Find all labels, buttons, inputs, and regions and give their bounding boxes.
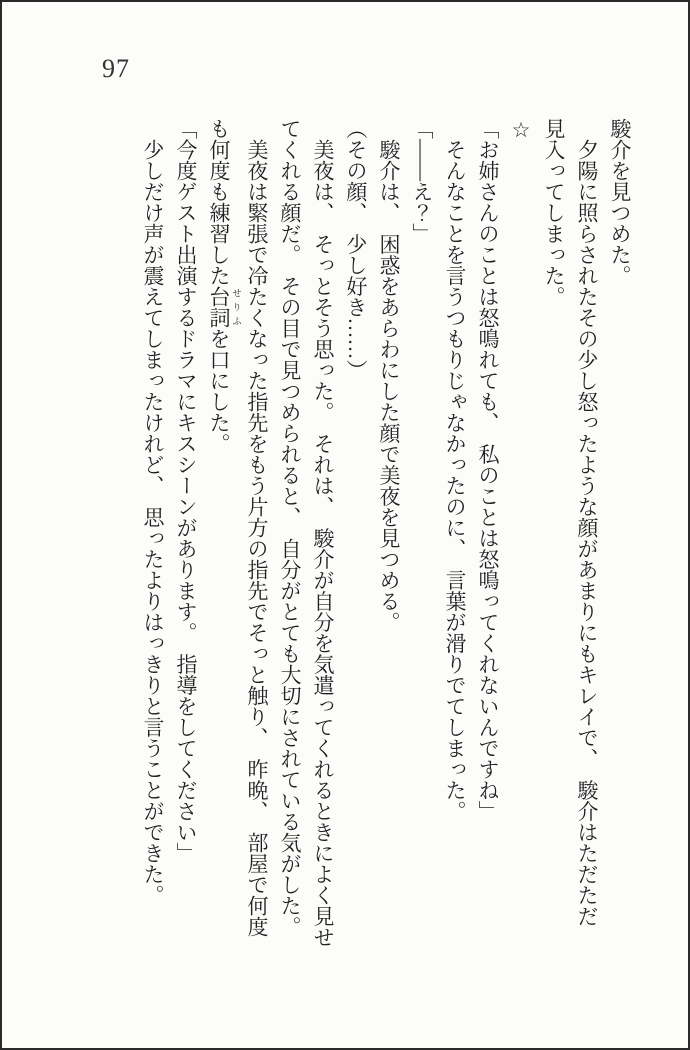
text-line: 「――え？」: [410, 118, 434, 244]
text-line: （その顔、 少し好き……）: [344, 118, 368, 381]
text-line: てくれる顔だ。 その目で見つめられると、 自分がとても大切にされている気がした。: [278, 118, 302, 937]
body-text: [136, 118, 636, 990]
text-line: 美夜は、 そっとそう思った。 それは、 駿介が自分を気遣ってくれるときによく見せ: [311, 118, 335, 948]
ruby-post-text: を口にした。: [207, 328, 231, 454]
ruby-furigana: せりふ: [230, 286, 240, 328]
text-line: 夕陽に照らされたその少し怒ったような顔があまりにもキレイで、 駿介はただただ: [575, 118, 599, 927]
page-number: 97: [102, 54, 130, 83]
section-break-star: ☆: [509, 118, 533, 142]
text-line: 少しだけ声が震えてしまったけれど、 思ったよりはっきりと言うことができた。: [141, 118, 165, 906]
ruby-word: [207, 286, 240, 328]
text-line: 見入ってしまった。: [542, 118, 566, 307]
ruby-pre-text: も何度も練習した: [207, 118, 231, 286]
text-line: 「今度ゲスト出演するドラマにキスシーンがあります。 指導をしてください」: [174, 118, 198, 864]
text-line: 駿介を見つめた。: [608, 118, 632, 286]
ruby-base: 台詞: [207, 286, 231, 328]
text-line: 「お姉さんのことは怒鳴れても、 私のことは怒鳴ってくれないんですね」: [476, 118, 500, 822]
text-line: そんなことを言うつもりじゃなかったのに、 言葉が滑りでてしまった。: [443, 118, 467, 822]
text-line: 駿介は、 困惑をあらわにした顔で美夜を見つめる。: [377, 118, 401, 633]
text-line: 美夜は緊張で冷たくなった指先をもう片方の指先でそっと触り、 昨晩、 部屋で何度: [245, 118, 269, 937]
text-line-with-ruby: [202, 118, 240, 990]
